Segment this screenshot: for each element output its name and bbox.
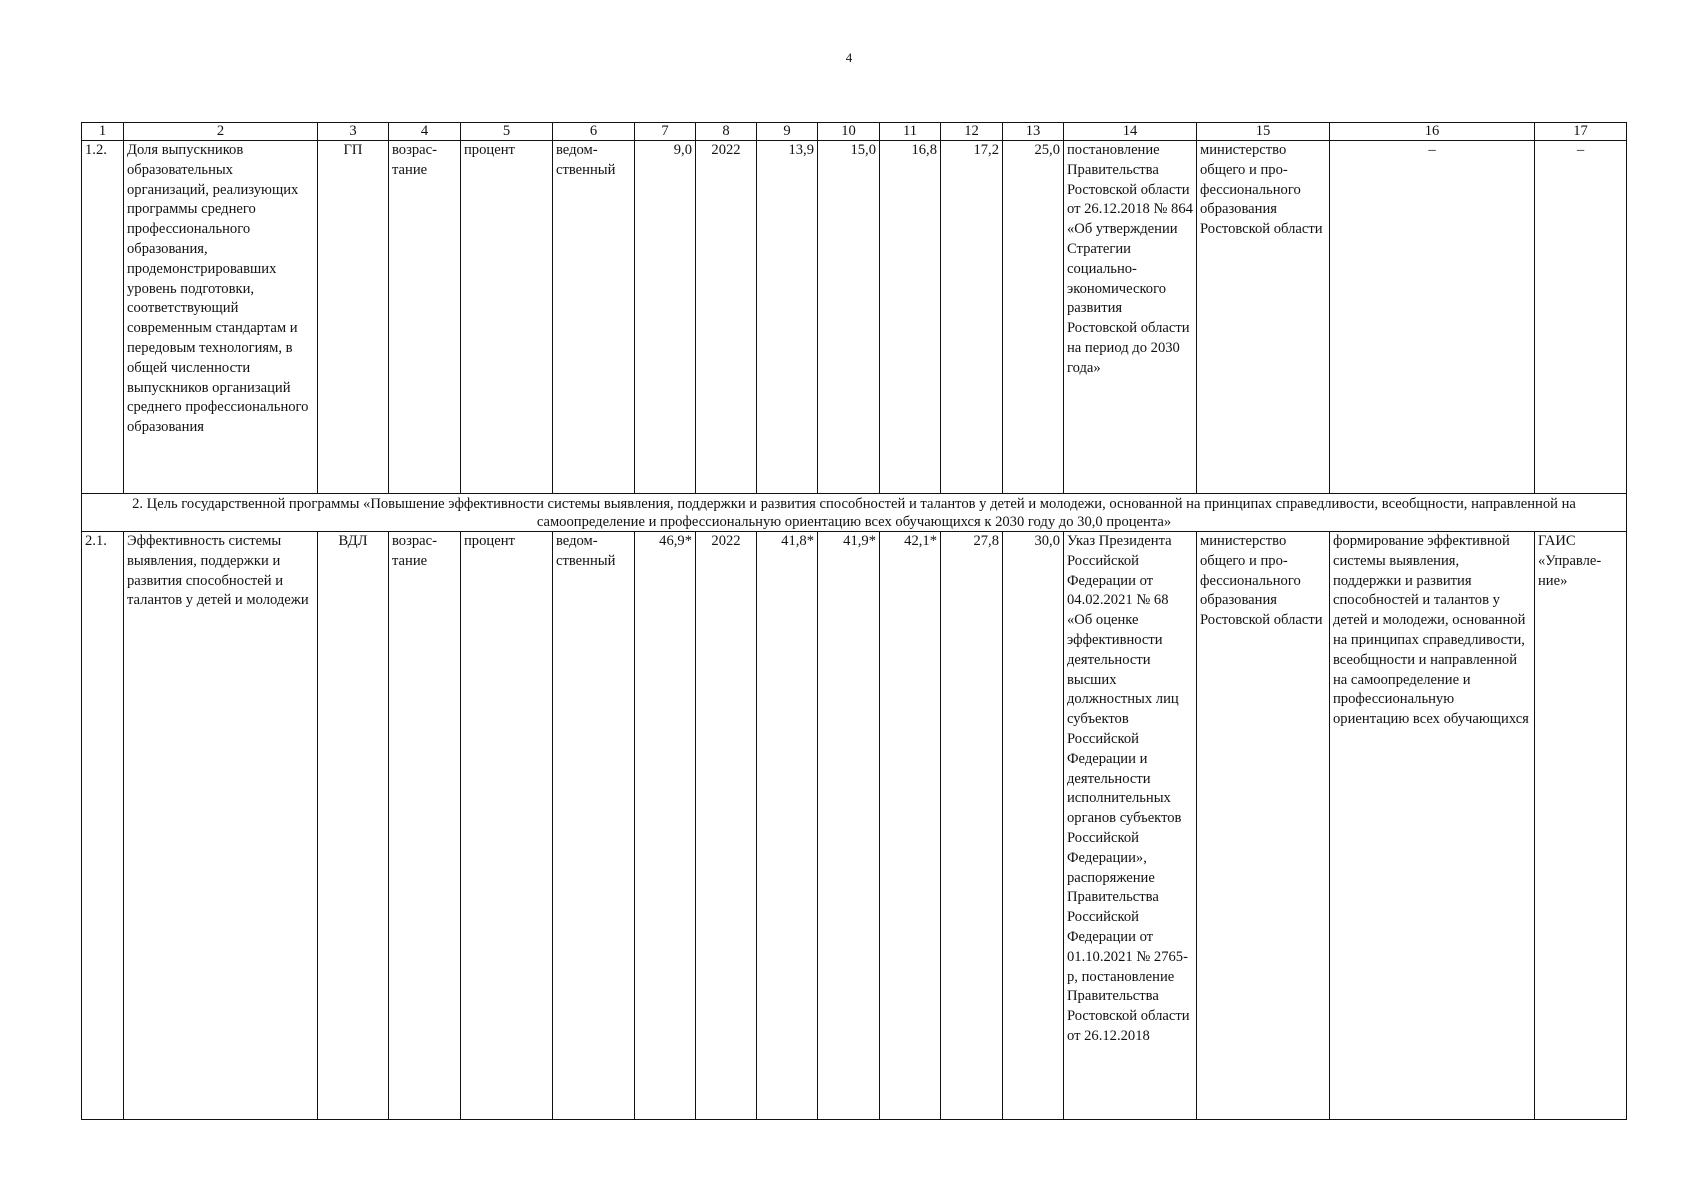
indicator-name: Эффективность системы выявления, поддержки и развития способностей и талантов у детей и молодежи xyxy=(124,532,318,1120)
column-number-header: 10 xyxy=(818,123,880,141)
legal-document: постановление Правительства Ростовской области от 26.12.2018 № 864 «Об утверждении Стратегии социально-экономического развития Ростовской области на период до 2030 года» xyxy=(1064,141,1197,494)
base-value: 46,9* xyxy=(635,532,696,1120)
value-cell: 41,8* xyxy=(757,532,818,1120)
value-cell: 41,9* xyxy=(818,532,880,1120)
column-number-header: 4 xyxy=(389,123,461,141)
value-cell: 30,0 xyxy=(1003,532,1064,1120)
column-number-header-row xyxy=(82,123,1627,141)
value-cell: 25,0 xyxy=(1003,141,1064,494)
value-cell: 13,9 xyxy=(757,141,818,494)
column-number-header: 1 xyxy=(82,123,124,141)
table-row xyxy=(82,532,1627,1120)
unit-of-measure: процент xyxy=(461,141,553,494)
goal-text: 2. Цель государственной программы «Повышение эффективности системы выявления, поддержки и развития способностей и талантов у детей и молодежи, основанной на принципах справедливости, всеобщности, направленной на самоопределение и профессиональную ориентацию всех обучающихся к 2030 году до 30,0 процента» xyxy=(82,494,1627,532)
value-cell: 16,8 xyxy=(880,141,941,494)
value-cell: 15,0 xyxy=(818,141,880,494)
goal-row xyxy=(82,494,1627,532)
value-cell: 27,8 xyxy=(941,532,1003,1120)
trend-direction: возрас- тание xyxy=(389,141,461,494)
column-number-header: 13 xyxy=(1003,123,1064,141)
indicators-table xyxy=(81,122,1627,1120)
base-year: 2022 xyxy=(696,141,757,494)
value-cell: 42,1* xyxy=(880,532,941,1120)
indicator-type: ведом- ственный xyxy=(553,141,635,494)
information-system: ГАИС «Управле-ние» xyxy=(1535,532,1627,1120)
base-value: 9,0 xyxy=(635,141,696,494)
indicator-name: Доля выпускников образовательных организаций, реализующих программы среднего профессионального образования, продемонстрировавших уровень подготовки, соответствующий современным стандартам и передовым технологиям, в общей численности выпускников организаций среднего профессионального образования xyxy=(124,141,318,494)
trend-direction: возрас- тание xyxy=(389,532,461,1120)
value-cell: 17,2 xyxy=(941,141,1003,494)
responsible-body: министерство общего и про-фессионального образования Ростовской области xyxy=(1197,532,1330,1120)
indicator-level: ВДЛ xyxy=(318,532,389,1120)
column-number-header: 16 xyxy=(1330,123,1535,141)
indicator-level: ГП xyxy=(318,141,389,494)
column-number-header: 14 xyxy=(1064,123,1197,141)
column-number-header: 5 xyxy=(461,123,553,141)
base-year: 2022 xyxy=(696,532,757,1120)
indicator-number: 2.1. xyxy=(82,532,124,1120)
column-number-header: 17 xyxy=(1535,123,1627,141)
column-number-header: 3 xyxy=(318,123,389,141)
legal-document: Указ Президента Российской Федерации от 04.02.2021 № 68 «Об оценке эффективности деятельности высших должностных лиц субъектов Российской Федерации и деятельности исполнительных органов субъектов Российской Федерации», распоряжение Правительства Российской Федерации от 01.10.2021 № 2765-р, постановление Правительства Ростовской области от 26.12.2018 xyxy=(1064,532,1197,1120)
page-number: 4 xyxy=(845,50,853,65)
responsible-body: министерство общего и про-фессионального образования Ростовской области xyxy=(1197,141,1330,494)
column-number-header: 9 xyxy=(757,123,818,141)
indicator-number: 1.2. xyxy=(82,141,124,494)
information-system: – xyxy=(1535,141,1627,494)
column-number-header: 7 xyxy=(635,123,696,141)
unit-of-measure: процент xyxy=(461,532,553,1120)
indicator-type: ведом- ственный xyxy=(553,532,635,1120)
table-row xyxy=(82,141,1627,494)
column-number-header: 12 xyxy=(941,123,1003,141)
column-number-header: 11 xyxy=(880,123,941,141)
column-number-header: 2 xyxy=(124,123,318,141)
column-number-header: 15 xyxy=(1197,123,1330,141)
column-number-header: 8 xyxy=(696,123,757,141)
national-goal-link: формирование эффективной системы выявления, поддержки и развития способностей и талантов у детей и молодежи, основанной на принципах справедливости, всеобщности и направленной на самоопределение и профессиональную ориентацию всех обучающихся xyxy=(1330,532,1535,1120)
column-number-header: 6 xyxy=(553,123,635,141)
national-goal-link: – xyxy=(1330,141,1535,494)
